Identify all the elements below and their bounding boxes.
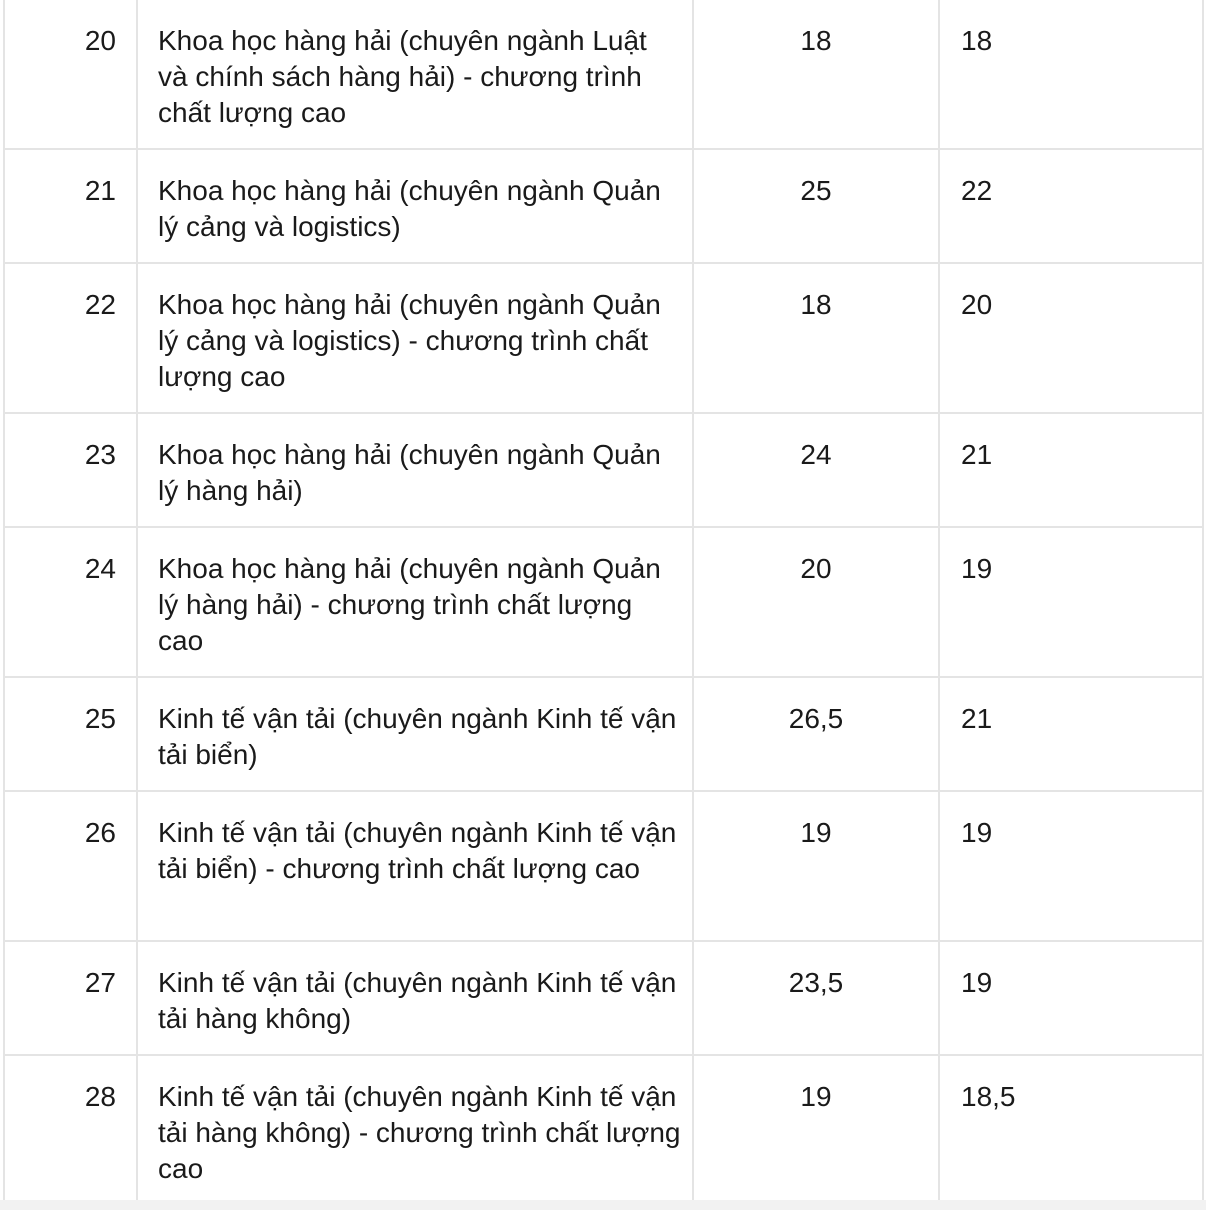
score-b: 19: [939, 791, 1203, 941]
row-number: 25: [4, 677, 137, 791]
score-a: 18: [693, 0, 939, 149]
score-a: 20: [693, 527, 939, 677]
row-number: 28: [4, 1055, 137, 1207]
score-b: 21: [939, 677, 1203, 791]
row-number: 26: [4, 791, 137, 941]
table-row: [4, 941, 1203, 1055]
table-row: [4, 263, 1203, 413]
table-row: [4, 0, 1203, 149]
score-b: 18: [939, 0, 1203, 149]
score-a: 19: [693, 1055, 939, 1207]
table-row: [4, 1055, 1203, 1207]
score-b: 20: [939, 263, 1203, 413]
score-table: [3, 0, 1204, 1208]
table-row: [4, 413, 1203, 527]
major-name: Khoa học hàng hải (chuyên ngành Quản lý hàng hải): [137, 413, 693, 527]
score-b: 21: [939, 413, 1203, 527]
score-a: 26,5: [693, 677, 939, 791]
major-name: Khoa học hàng hải (chuyên ngành Quản lý cảng và logistics) - chương trình chất lượng cao: [137, 263, 693, 413]
score-a: 24: [693, 413, 939, 527]
major-name: Khoa học hàng hải (chuyên ngành Quản lý cảng và logistics): [137, 149, 693, 263]
major-name: Kinh tế vận tải (chuyên ngành Kinh tế vận tải biển) - chương trình chất lượng cao: [137, 791, 693, 941]
major-name: Khoa học hàng hải (chuyên ngành Luật và chính sách hàng hải) - chương trình chất lượng cao: [137, 0, 693, 149]
score-a: 19: [693, 791, 939, 941]
score-a: 23,5: [693, 941, 939, 1055]
major-name: Khoa học hàng hải (chuyên ngành Quản lý hàng hải) - chương trình chất lượng cao: [137, 527, 693, 677]
row-number: 24: [4, 527, 137, 677]
row-number: 27: [4, 941, 137, 1055]
table-row: [4, 791, 1203, 941]
major-name: Kinh tế vận tải (chuyên ngành Kinh tế vận tải hàng không) - chương trình chất lượng cao: [137, 1055, 693, 1207]
row-number: 22: [4, 263, 137, 413]
score-a: 18: [693, 263, 939, 413]
major-name: Kinh tế vận tải (chuyên ngành Kinh tế vận tải biển): [137, 677, 693, 791]
score-b: 19: [939, 527, 1203, 677]
row-number: 20: [4, 0, 137, 149]
table-row: [4, 527, 1203, 677]
bottom-edge: [0, 1200, 1206, 1210]
row-number: 21: [4, 149, 137, 263]
score-b: 19: [939, 941, 1203, 1055]
table-row: [4, 149, 1203, 263]
score-b: 18,5: [939, 1055, 1203, 1207]
major-name: Kinh tế vận tải (chuyên ngành Kinh tế vận tải hàng không): [137, 941, 693, 1055]
row-number: 23: [4, 413, 137, 527]
table-row: [4, 677, 1203, 791]
score-b: 22: [939, 149, 1203, 263]
score-a: 25: [693, 149, 939, 263]
